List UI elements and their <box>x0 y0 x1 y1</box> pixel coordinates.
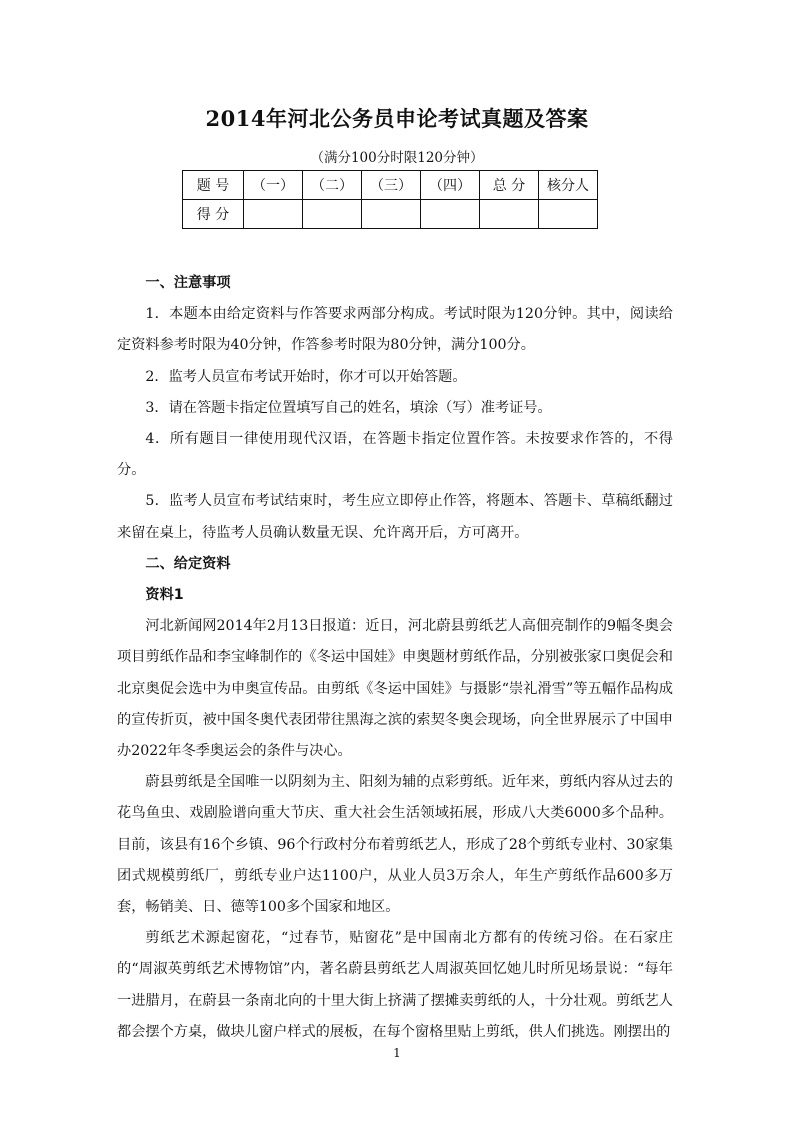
score-header-cell: 题 号 <box>183 171 244 200</box>
score-header-cell: （三） <box>362 171 421 200</box>
score-header-cell: （一） <box>244 171 303 200</box>
paragraph: 剪纸艺术源起窗花，“过春节，贴窗花”是中国南北方都有的传统习俗。在石家庄的“周淑英剪纸艺术博物馆”内，著名蔚县剪纸艺人周淑英回忆她儿时所见场景说：“每年一进腊月，在蔚县一条南北向的十里大街上挤满了摆摊卖剪纸的人，十分壮观。剪纸艺人都会摆个方桌，做块儿窗户样式的展板，在每个窗格里贴上剪纸，供人们挑选。刚摆出的 <box>117 930 673 1040</box>
paragraph: 3．请在答题卡指定位置填写自己的姓名，填涂（写）准考证号。 <box>145 399 552 416</box>
score-header-cell: （四） <box>421 171 480 200</box>
score-table <box>182 170 598 229</box>
paragraph: 5．监考人员宣布考试结束时，考生应立即停止作答，将题本、答题卡、草稿纸翻过来留在桌上，待监考人员确认数量无误、允许离开后，方可离开。 <box>117 493 673 541</box>
page-number: 1 <box>393 1046 401 1060</box>
score-header-cell: （二） <box>303 171 362 200</box>
score-cell[interactable] <box>480 200 539 229</box>
paragraph: 河北新闻网2014年2月13日报道：近日，河北蔚县剪纸艺人高佃亮制作的9幅冬奥会项目剪纸作品和李宝峰制作的《冬运中国娃》申奥题材剪纸作品，分别被张家口奥促会和北京奥促会选中为申奥宣传品。由剪纸《冬运中国娃》与摄影“崇礼滑雪”等五幅作品构成的宣传折页，被中国冬奥代表团带往黑海之滨的索契冬奥会现场，向全世界展示了中国申办2022年冬季奥运会的条件与决心。 <box>117 618 673 760</box>
section-heading: 二、给定资料 <box>145 555 231 572</box>
score-cell[interactable] <box>244 200 303 229</box>
score-table-header-row <box>183 171 598 200</box>
section-heading: 一、注意事项 <box>145 275 231 291</box>
score-cell[interactable] <box>362 200 421 229</box>
paragraph: 2．监考人员宣布考试开始时，你才可以开始答题。 <box>145 368 467 385</box>
score-cell[interactable] <box>539 200 598 229</box>
score-header-cell: 核分人 <box>539 171 598 200</box>
score-cell[interactable] <box>303 200 362 229</box>
material-heading: 资料1 <box>145 587 184 604</box>
paragraph: 蔚县剪纸是全国唯一以阴刻为主、阳刻为辅的点彩剪纸。近年来，剪纸内容从过去的花鸟鱼虫、戏剧脸谱向重大节庆、重大社会生活领域拓展，形成八大类6000多个品种。目前，该县有16个乡镇、96个行政村分布着剪纸艺人，形成了28个剪纸专业村、30家集团式规模剪纸厂，剪纸专业户达1100户，从业人员3万余人，年生产剪纸作品600多万套，畅销美、日、德等100多个国家和地区。 <box>117 774 673 916</box>
document-title: 2014年河北公务员申论考试真题及答案 <box>205 106 589 131</box>
paragraph: 4．所有题目一律使用现代汉语，在答题卡指定位置作答。未按要求作答的，不得分。 <box>117 431 673 479</box>
document-subtitle: （满分100分时限120分钟） <box>310 150 484 166</box>
score-table-score-row <box>183 200 598 229</box>
score-row-label: 得 分 <box>183 200 244 229</box>
document-body <box>117 268 673 1048</box>
score-cell[interactable] <box>421 200 480 229</box>
paragraph: 1．本题本由给定资料与作答要求两部分构成。考试时限为120分钟。其中，阅读给定资料参考时限为40分钟，作答参考时限为80分钟，满分100分。 <box>117 306 673 354</box>
score-header-cell: 总 分 <box>480 171 539 200</box>
